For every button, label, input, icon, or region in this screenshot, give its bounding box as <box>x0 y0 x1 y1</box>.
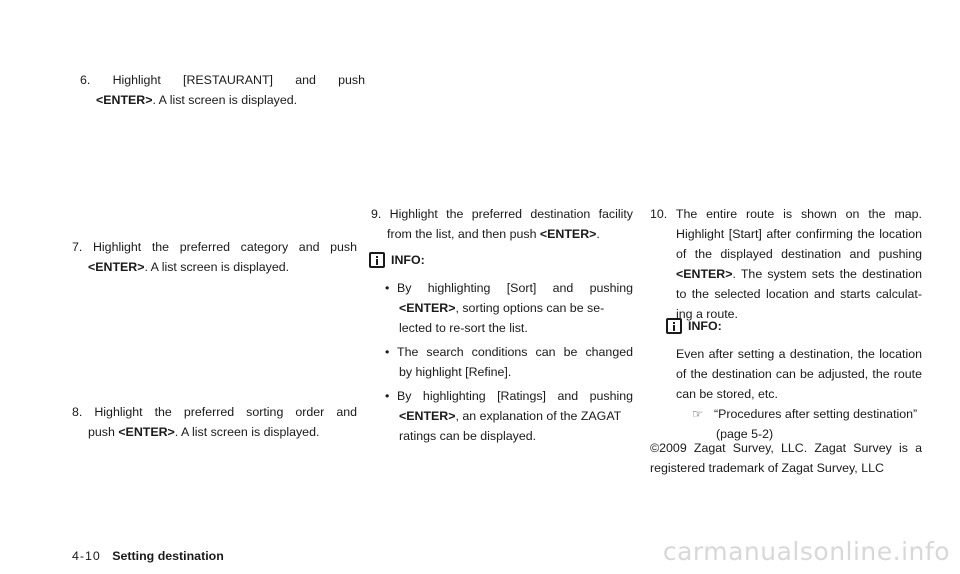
step-9-pre: from the list, and then push <box>387 227 540 241</box>
step-7-rest: . A list screen is displayed. <box>144 260 290 274</box>
step-10 <box>650 204 922 324</box>
step-7-line2 <box>72 257 357 277</box>
enter-key-label: <ENTER> <box>676 267 733 281</box>
enter-key-label: <ENTER> <box>399 301 456 315</box>
section-title: Setting destination <box>112 549 224 563</box>
step-8-line2 <box>72 422 357 442</box>
info-icon <box>666 318 682 334</box>
bullet-3-line1: By highlighting [Ratings] and pushing <box>397 389 633 403</box>
info-heading <box>666 316 922 336</box>
bullet-1-line1: By highlighting [Sort] and pushing <box>397 281 633 295</box>
info-2-body <box>666 344 922 444</box>
bullet-2-line2: by highlight [Refine]. <box>399 365 512 379</box>
reference-page: (page 5-2) <box>716 427 774 441</box>
watermark: carmanualsonline.info <box>662 537 950 566</box>
enter-key-label: <ENTER> <box>118 425 175 439</box>
step-6 <box>80 70 365 110</box>
bullet-1-line2 <box>397 298 633 318</box>
page-footer <box>72 546 224 566</box>
step-8-rest: . A list screen is displayed. <box>174 425 320 439</box>
step-8 <box>72 402 357 442</box>
step-8-line1: 8. Highlight the preferred sorting order and <box>72 405 357 419</box>
step-8-pre: push <box>88 425 119 439</box>
bullet-3-rest: , an explanation of the ZAGAT <box>455 409 622 423</box>
info-box-1 <box>369 250 633 446</box>
info-2-line1: Even after setting a destination, the location <box>676 347 922 361</box>
info-2-line2: of the destination can be adjusted, the route <box>676 367 922 381</box>
info-bullet-3 <box>381 386 633 446</box>
info-icon <box>369 252 385 268</box>
step-10-line3: of the displayed destination and pushing <box>676 247 922 261</box>
copyright-block <box>650 438 922 478</box>
reference-line <box>676 404 922 424</box>
info-heading <box>369 250 633 270</box>
reference-hand-icon: ☞ <box>692 407 703 421</box>
info-box-2 <box>666 316 922 444</box>
step-9 <box>371 204 633 244</box>
bullet-dot: • <box>385 389 390 403</box>
step-6-line1: 6. Highlight [RESTAURANT] and push <box>80 73 365 87</box>
step-10-body <box>650 224 922 324</box>
enter-key-label: <ENTER> <box>88 260 145 274</box>
copyright-text-1: 2009 Zagat Survey, LLC. Zagat Survey is a <box>659 441 922 455</box>
step-10-line4 <box>676 264 922 284</box>
bullet-1-line3: lected to re-sort the list. <box>399 321 528 335</box>
enter-key-label: <ENTER> <box>539 227 597 241</box>
step-9-line1: 9. Highlight the preferred destination facility <box>371 207 633 221</box>
copyright-symbol: © <box>650 441 660 455</box>
info-2-line3: can be stored, etc. <box>676 387 778 401</box>
page-number: 4-10 <box>72 549 101 563</box>
bullet-3-line3: ratings can be displayed. <box>399 429 537 443</box>
reference-text: “Procedures after setting destination” <box>714 407 918 421</box>
bullet-1-rest: , sorting options can be se- <box>455 301 605 315</box>
step-9-rest: . <box>596 227 600 241</box>
bullet-3-line2 <box>397 406 633 426</box>
step-10-line1: 10. The entire route is shown on the map. <box>650 207 922 221</box>
bullet-dot: • <box>385 281 390 295</box>
step-6-rest: . A list screen is displayed. <box>152 93 298 107</box>
step-10-line6: ing a route. <box>676 307 738 321</box>
bullet-2-line1: The search conditions can be changed <box>397 345 633 359</box>
step-7 <box>72 237 357 277</box>
step-6-line2 <box>80 90 365 110</box>
info-label: INFO: <box>391 253 425 267</box>
info-label: INFO: <box>688 319 722 333</box>
step-7-line1: 7. Highlight the preferred category and push <box>72 240 357 254</box>
info-bullet-2 <box>381 342 633 382</box>
enter-key-label: <ENTER> <box>399 409 456 423</box>
step-9-line2 <box>371 224 633 244</box>
bullet-dot: • <box>385 345 390 359</box>
step-10-line2: Highlight [Start] after confirming the location <box>676 227 922 241</box>
copyright-line1 <box>650 438 922 458</box>
step-10-line5: to the selected location and starts calculat- <box>676 287 922 301</box>
info-bullet-1 <box>381 278 633 338</box>
copyright-line2: registered trademark of Zagat Survey, LLC <box>650 461 884 475</box>
step-10-line4-rest: . The system sets the destination <box>732 267 922 281</box>
enter-key-label: <ENTER> <box>96 93 153 107</box>
